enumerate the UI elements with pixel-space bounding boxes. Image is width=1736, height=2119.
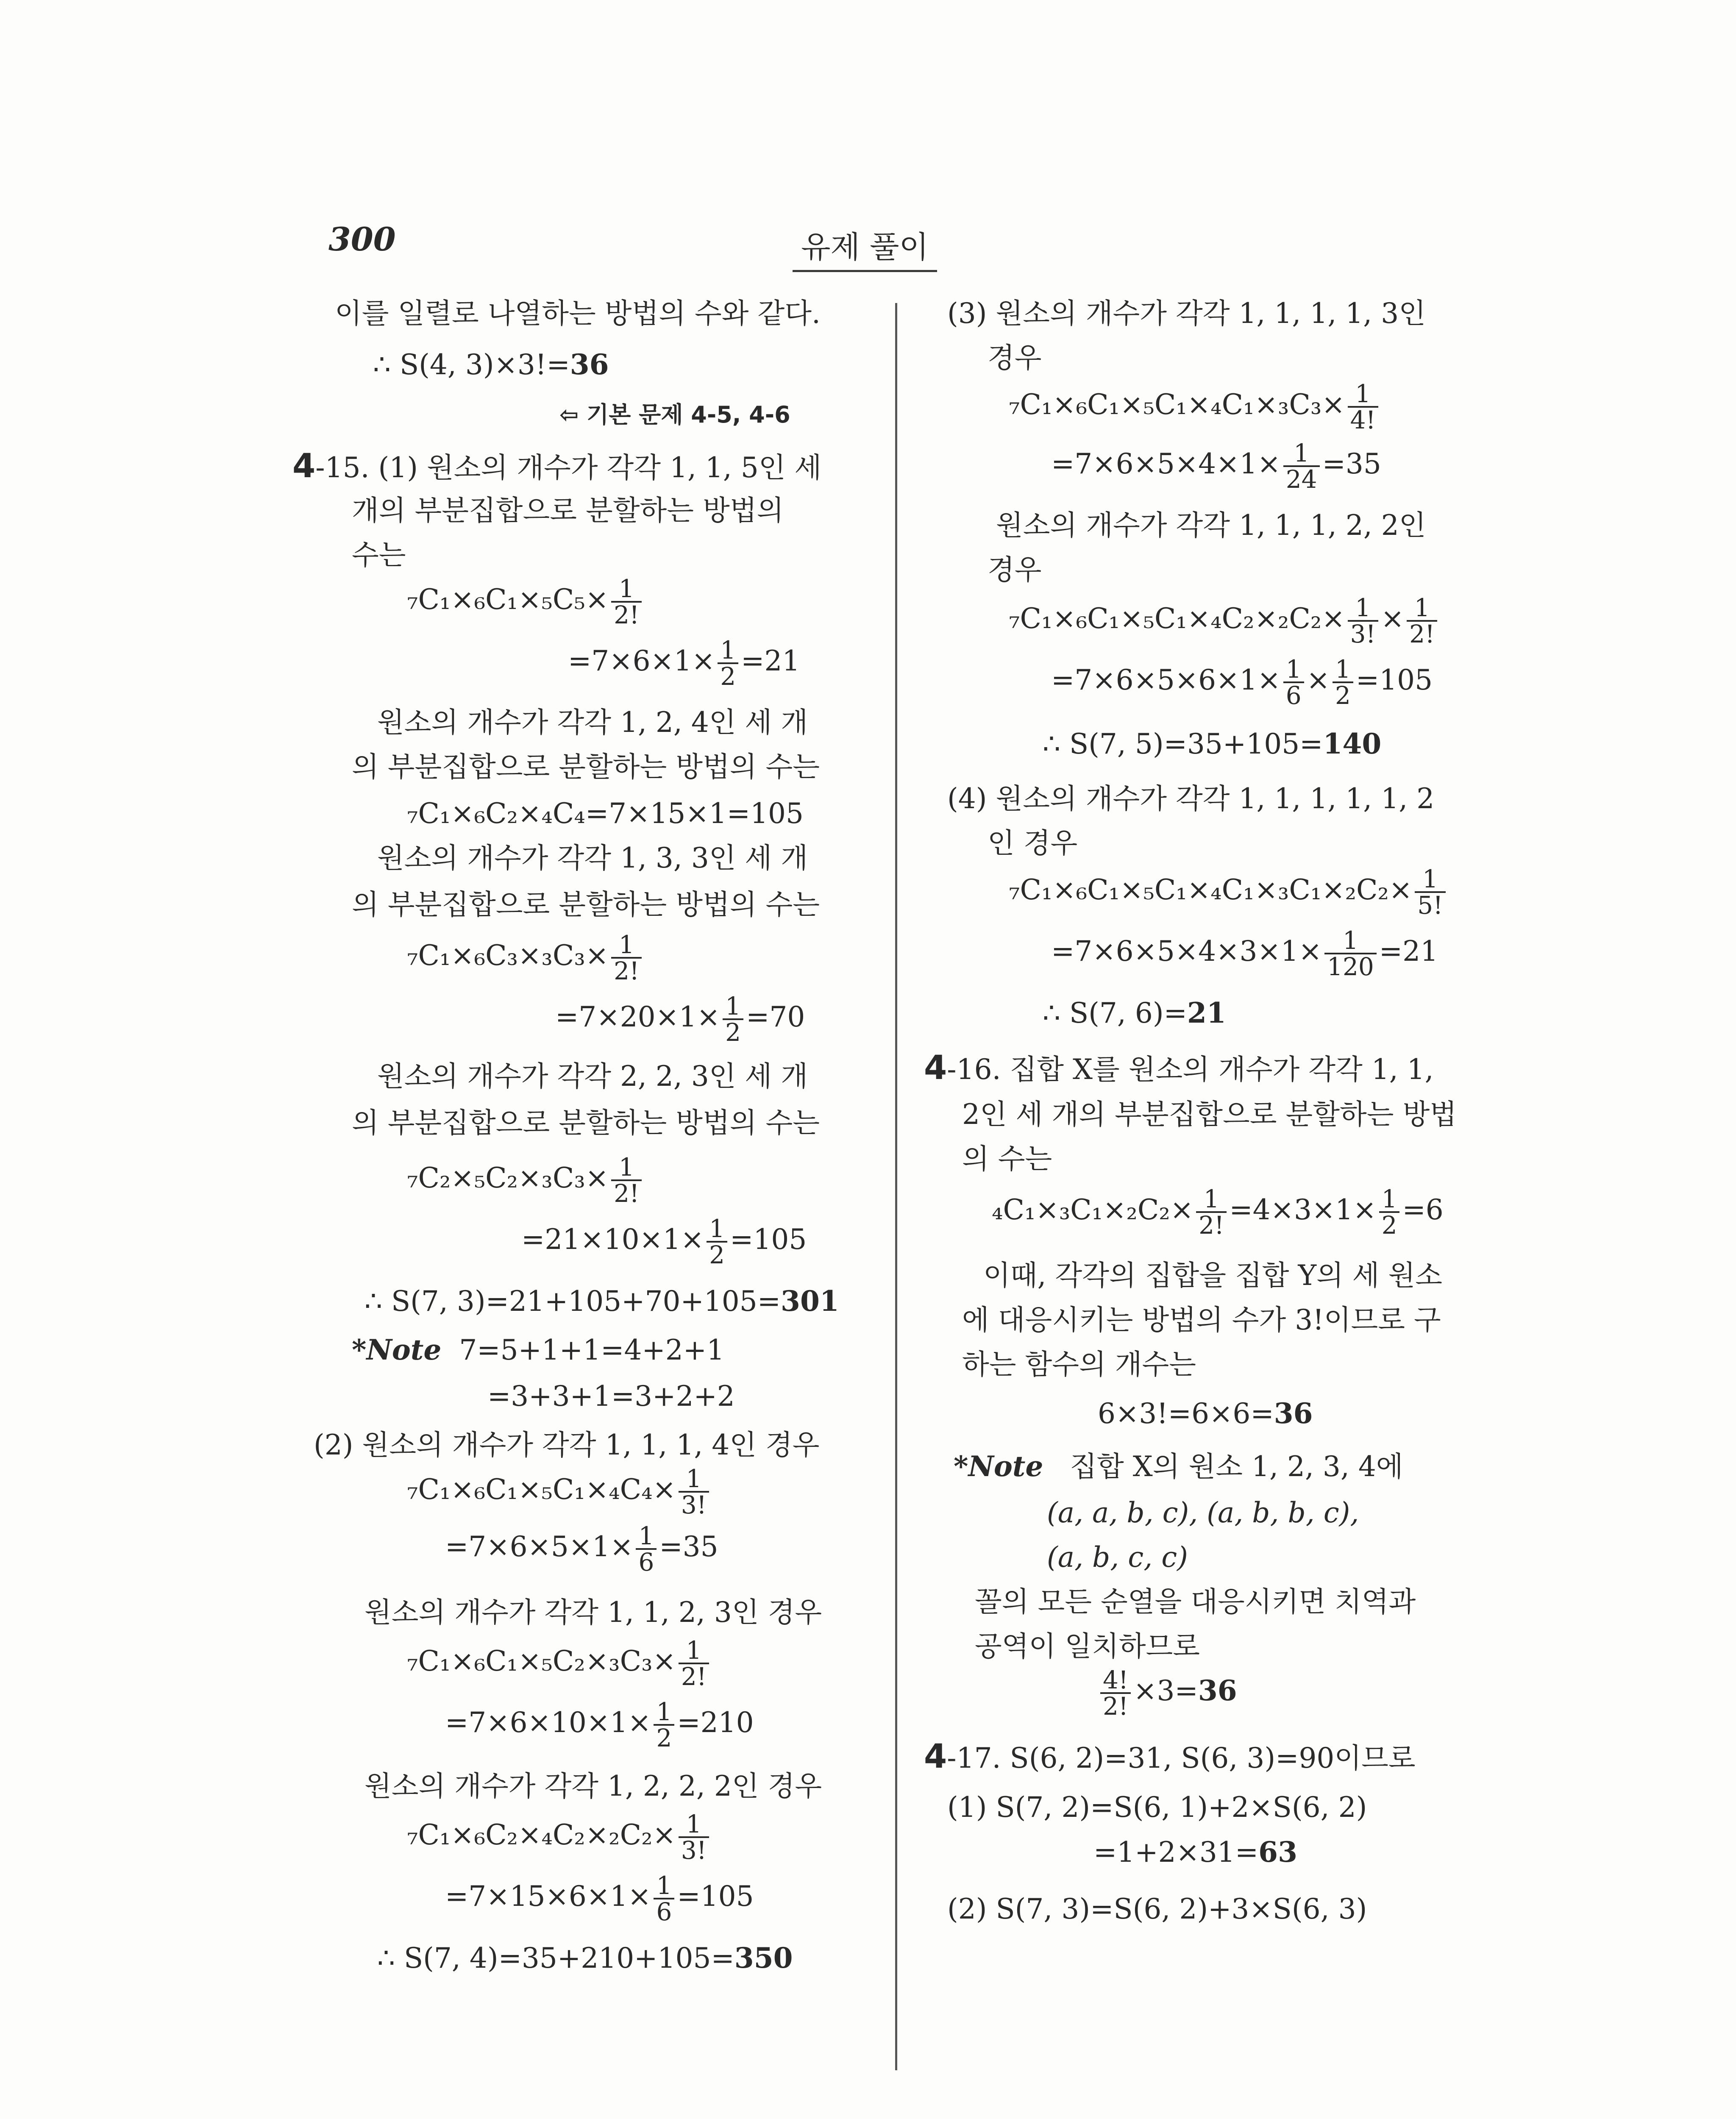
fraction: $\frac{1}{2!}$ [679, 1638, 709, 1689]
fraction: $\frac{1}{2!}$ [611, 576, 642, 627]
fraction: $\frac{1}{2}$ [1379, 1187, 1400, 1237]
fraction: $\frac{1}{2}$ [654, 1699, 674, 1750]
text-line: 원소의 개수가 각각 1, 3, 3인 세 개 [377, 842, 808, 874]
math-line: ₇C₂×₅C₂×₃C₃× $\frac{1}{2!}$ [407, 1155, 644, 1206]
math-line: ₇C₁×₆C₁×₅C₁×₄C₁×₃C₁×₂C₂× $\frac{1}{5!}$ [1009, 867, 1448, 918]
fraction: $\frac{1}{3!}$ [1348, 595, 1378, 646]
fraction: $\frac{1}{2}$ [1333, 657, 1353, 708]
text-line: 꼴의 모든 순열을 대응시키면 치역과 [975, 1585, 1416, 1618]
reference-note: ⇦ 기본 문제 4-5, 4-6 [559, 401, 790, 428]
math-line: (a, b, c, c) [1047, 1541, 1188, 1574]
text-line: 경우 [988, 342, 1042, 374]
math-line: =7×6×1× $\frac{1}{2}$ =21 [568, 636, 800, 691]
text-line: 하는 함수의 개수는 [962, 1348, 1196, 1381]
fraction: $\frac{1}{2!}$ [611, 1155, 642, 1206]
math-line: ₇C₁×₆C₁×₅C₁×₄C₄× $\frac{1}{3!}$ [407, 1466, 712, 1517]
math-line: ₄C₁×₃C₁×₂C₂× $\frac{1}{2!}$ =4×3×1× $\frac{1}{2}$ =6 [992, 1185, 1444, 1240]
fraction: $\frac{1}{6}$ [654, 1873, 674, 1924]
fraction: $\frac{1}{120}$ [1324, 928, 1377, 979]
note-line: *Note 집합 X의 원소 1, 2, 3, 4에 [954, 1450, 1403, 1483]
math-line: =7×20×1× $\frac{1}{2}$ =70 [555, 992, 805, 1047]
fraction: $\frac{1}{6}$ [636, 1524, 657, 1574]
fraction: $\frac{1}{3!}$ [679, 1812, 709, 1863]
math-line: =1+2×31=63 [1093, 1835, 1298, 1869]
math-line: =7×6×10×1× $\frac{1}{2}$ =210 [445, 1697, 754, 1752]
text-line: 2인 세 개의 부분집합으로 분할하는 방법 [962, 1098, 1457, 1131]
math-line: =7×15×6×1× $\frac{1}{6}$ =105 [445, 1871, 754, 1926]
text-line: 원소의 개수가 각각 1, 2, 4인 세 개 [377, 706, 808, 739]
math-line: ∴ S(7, 5)=35+105=140 [1043, 727, 1382, 760]
text-line: 의 수는 [962, 1143, 1052, 1175]
page-number: 300 [328, 220, 396, 258]
text-line: (3) 원소의 개수가 각각 1, 1, 1, 1, 3인 [947, 297, 1426, 330]
fraction: $\frac{1}{24}$ [1283, 441, 1320, 492]
problem-4-15-header: 4-15. (1) 원소의 개수가 각각 1, 1, 5인 세 [292, 447, 822, 485]
fraction: $\frac{1}{2!}$ [1407, 595, 1437, 646]
math-line: ₇C₁×₆C₂×₄C₄=7×15×1=105 [407, 797, 804, 830]
text-line: 인 경우 [988, 827, 1078, 859]
math-line: =7×6×5×4×1× $\frac{1}{24}$ =35 [1051, 439, 1381, 494]
fraction: $\frac{1}{2!}$ [1196, 1187, 1227, 1237]
math-line: ∴ S(7, 6)=21 [1043, 996, 1226, 1029]
math-line: ₇C₁×₆C₁×₅C₅× $\frac{1}{2!}$ [407, 576, 644, 627]
math-line: =7×6×5×4×3×1× $\frac{1}{120}$ =21 [1051, 926, 1438, 981]
text-line: 이때, 각각의 집합을 집합 Y의 세 원소 [983, 1259, 1443, 1292]
math-line: $\frac{4!}{2!}$ ×3=36 [1098, 1668, 1237, 1719]
text-line: 의 부분집합으로 분할하는 방법의 수는 [352, 1107, 820, 1139]
text-line: 이를 일렬로 나열하는 방법의 수와 같다. [335, 297, 821, 330]
math-line: =7×6×5×1× $\frac{1}{6}$ =35 [445, 1521, 718, 1577]
math-line: ∴ S(4, 3)×3!=36 [373, 348, 609, 381]
math-line: =3+3+1=3+2+2 [487, 1380, 735, 1413]
fraction: $\frac{4!}{2!}$ [1100, 1668, 1131, 1719]
text-line: 개의 부분집합으로 분할하는 방법의 [352, 494, 784, 527]
math-line: (a, a, b, c), (a, b, b, c), [1047, 1496, 1359, 1529]
page-header-title: 유제 풀이 [793, 222, 937, 272]
column-divider [895, 303, 897, 2070]
math-line: =7×6×5×6×1× $\frac{1}{6}$ × $\frac{1}{2}$ =105 [1051, 655, 1433, 710]
problem-4-17-header: 4-17. S(6, 2)=31, S(6, 3)=90이므로 [924, 1738, 1416, 1776]
note-line: *Note 7=5+1+1=4+2+1 [352, 1333, 725, 1366]
math-line: ₇C₁×₆C₁×₅C₂×₃C₃× $\frac{1}{2!}$ [407, 1638, 712, 1689]
math-line: 6×3!=6×6=36 [1098, 1397, 1313, 1430]
text-line: 의 부분집합으로 분할하는 방법의 수는 [352, 751, 820, 783]
text-line: 의 부분집합으로 분할하는 방법의 수는 [352, 888, 820, 921]
text-line: 원소의 개수가 각각 1, 2, 2, 2인 경우 [364, 1770, 822, 1802]
text-line: 원소의 개수가 각각 1, 1, 1, 2, 2인 [996, 509, 1426, 542]
text-line: (2) 원소의 개수가 각각 1, 1, 1, 4인 경우 [314, 1429, 820, 1461]
math-line: (1) S(7, 2)=S(6, 1)+2×S(6, 2) [947, 1791, 1367, 1824]
fraction: $\frac{1}{2}$ [718, 638, 738, 689]
text-line: 원소의 개수가 각각 1, 1, 2, 3인 경우 [364, 1596, 822, 1629]
math-line: ₇C₁×₆C₃×₃C₃× $\frac{1}{2!}$ [407, 932, 644, 983]
text-line: 경우 [988, 553, 1042, 586]
problem-4-16-header: 4-16. 집합 X를 원소의 개수가 각각 1, 1, [924, 1049, 1434, 1087]
math-line: ∴ S(7, 4)=35+210+105=350 [377, 1941, 793, 1974]
fraction: $\frac{1}{2!}$ [611, 932, 642, 983]
fraction: $\frac{1}{2}$ [707, 1216, 727, 1267]
math-line: ∴ S(7, 3)=21+105+70+105=301 [364, 1285, 839, 1318]
fraction: $\frac{1}{5!}$ [1415, 867, 1445, 918]
text-line: 원소의 개수가 각각 2, 2, 3인 세 개 [377, 1060, 808, 1093]
math-line: (2) S(7, 3)=S(6, 2)+3×S(6, 3) [947, 1893, 1367, 1925]
fraction: $\frac{1}{6}$ [1283, 657, 1304, 708]
math-line: ₇C₁×₆C₁×₅C₁×₄C₁×₃C₃× $\frac{1}{4!}$ [1009, 381, 1381, 432]
text-line: (4) 원소의 개수가 각각 1, 1, 1, 1, 1, 2 [947, 782, 1435, 815]
fraction: $\frac{1}{2}$ [723, 994, 743, 1045]
fraction: $\frac{1}{4!}$ [1348, 381, 1378, 432]
math-line: ₇C₁×₆C₁×₅C₁×₄C₂×₂C₂× $\frac{1}{3!}$ × $\frac{1}{2!}$ [1009, 595, 1440, 646]
text-line: 공역이 일치하므로 [975, 1630, 1200, 1663]
text-line: 수는 [352, 539, 406, 571]
text-line: 에 대응시키는 방법의 수가 3!이므로 구 [962, 1304, 1441, 1336]
math-line: =21×10×1× $\frac{1}{2}$ =105 [521, 1214, 807, 1269]
fraction: $\frac{1}{3!}$ [679, 1466, 709, 1517]
math-line: ₇C₁×₆C₂×₄C₂×₂C₂× $\frac{1}{3!}$ [407, 1812, 712, 1863]
